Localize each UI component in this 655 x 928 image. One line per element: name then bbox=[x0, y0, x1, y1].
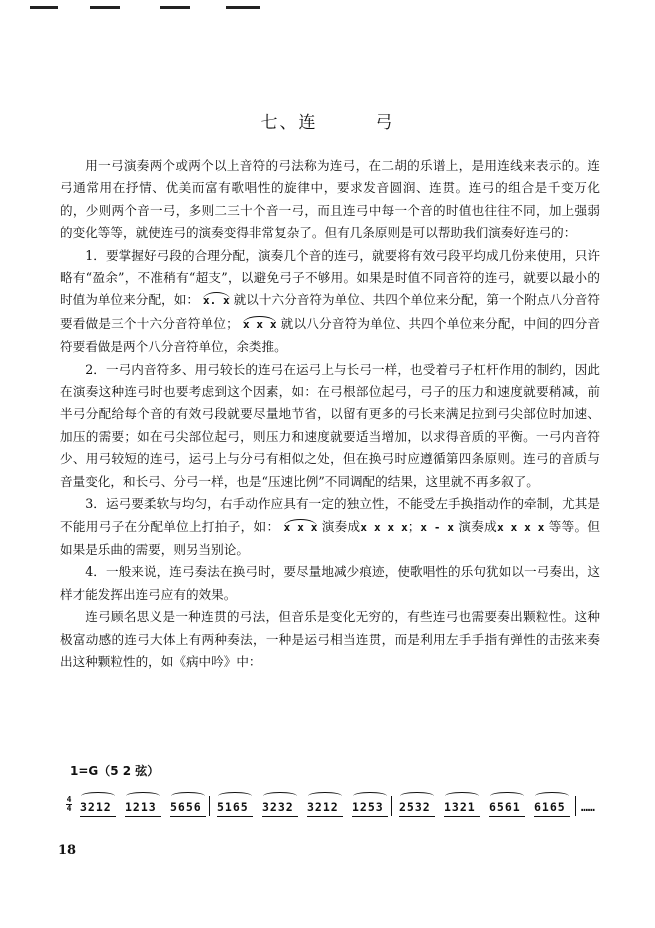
principle-3-text-d: 等等。但如果是乐曲的需要，则另当别论。 bbox=[60, 518, 600, 557]
note-group: 2532 bbox=[399, 800, 435, 814]
paragraph-principle-1 bbox=[60, 245, 600, 359]
time-signature-top: 4 bbox=[66, 795, 72, 804]
title-part-2: 弓 bbox=[375, 113, 395, 133]
time-signature-bottom: 4 bbox=[66, 804, 72, 813]
body-text bbox=[60, 155, 600, 673]
principle-3-text-a: 3．运弓要柔软与均匀，右手动作应具有一定的独立性，不能受左手换指动作的牵制，尤其是不能用弓子在分配单位上打拍子，如： bbox=[60, 496, 600, 534]
top-edge-marks bbox=[30, 6, 270, 12]
principle-3-text-b: 演奏成 bbox=[321, 518, 361, 534]
title-part-1: 七、连 bbox=[260, 113, 318, 133]
notation-example-5: x - x bbox=[420, 520, 455, 534]
principle-1-text-c: 就以八分音符为单位、共四个单位来分配，中间的四分音符要看做是两个八分音符单位，余类推。 bbox=[60, 315, 600, 355]
notation-example-4: x x x x bbox=[360, 520, 408, 534]
note-group: 1213 bbox=[125, 800, 161, 814]
time-signature bbox=[66, 796, 72, 813]
paragraph-granular: 连弓顾名思义是一种连贯的弓法，但音乐是变化无穷的，有些连弓也需要奏出颗粒性。这种极富动感的连弓大体上有两种奏法，一种是运弓相当连贯，而是利用左手手指有弹性的击弦来奏出这种颗粒性的，如《病中吟》中： bbox=[60, 609, 600, 669]
key-signature: 1=G（5 2 弦） bbox=[70, 764, 160, 778]
notation-example-2: x x x bbox=[242, 317, 277, 331]
note-group: 5656 bbox=[170, 800, 206, 814]
score-ellipsis: …… bbox=[581, 800, 595, 814]
note-group: 1321 bbox=[444, 800, 480, 814]
note-group: 3212 bbox=[307, 800, 343, 814]
bar-line bbox=[391, 796, 394, 816]
note-group: 5165 bbox=[217, 800, 253, 814]
paragraph-intro: 用一弓演奏两个或两个以上音符的弓法称为连弓，在二胡的乐谱上，是用连线来表示的。连弓通常用在抒情、优美而富有歌唱性的旋律中，要求发音圆润、连贯。连弓的组合是千变万化的，少则两个音一弓，多则二三十个音一弓，而且连弓中每一个音的时值也往往不同，加上强弱的变化等等，就使连弓的演奏变得非常复杂了。但有几条原则是可以帮助我们演奏好连弓的： bbox=[60, 158, 600, 241]
bar-line bbox=[575, 796, 576, 816]
music-score bbox=[66, 790, 595, 822]
notation-example-3: x x x bbox=[283, 520, 318, 534]
paragraph-principle-2: 2．一弓内音符多、用弓较长的连弓在运弓上与长弓一样，也受着弓子杠杆作用的制约，因此在演奏这种连弓时也要考虑到这个因素，如：在弓根部位起弓，弓子的压力和速度就要稍减，前半弓分配给每个音的有效弓段就要尽量地节省，以留有更多的弓长来满足拉到弓尖部位时加速、加压的需要；如在弓尖部位起弓，则压力和速度就要适当增加，以求得音质的平衡。一弓内音符少、用弓较短的连弓，运弓上与分弓有相似之处，但在换弓时应遵循第四条原则。连弓的音质与音量变化，和长弓、分弓一样，也是“压速比例”不同调配的结果，这里就不再多叙了。 bbox=[60, 361, 600, 489]
notation-example-1: x. x bbox=[203, 294, 230, 308]
note-group: 3212 bbox=[80, 800, 116, 814]
principle-3-text-c: 演奏成 bbox=[458, 518, 498, 534]
bar-line bbox=[209, 796, 210, 816]
note-group: 1253 bbox=[352, 800, 388, 814]
section-title bbox=[0, 108, 655, 133]
principle-1-text-a: 1．要掌握好弓段的合理分配，演奏几个音的连弓，就要将有效弓段平均成几份来使用，只许略有“盈余”，不准稍有“超支”，以避免弓子不够用。如果是时值不同音符的连弓，就要以最小的时值为单位来分配，如： bbox=[60, 247, 600, 308]
principle-1-text-b: 就以十六分音符为单位、共四个单位来分配，第一个附点八分音符要看做是三个十六分音符单位； bbox=[60, 292, 600, 331]
paragraph-principle-4: 4．一般来说，连弓奏法在换弓时，要尽量地减少痕迹，使歌唱性的乐句犹如以一弓奏出，这样才能发挥出连弓应有的效果。 bbox=[60, 564, 600, 602]
note-group: 6165 bbox=[534, 800, 570, 814]
page-number: 18 bbox=[58, 843, 77, 858]
notation-example-6: x x x x bbox=[497, 520, 545, 534]
paragraph-principle-3: 3．运弓要柔软与均匀，右手动作应具有一定的独立性，不能受左手换指动作的牵制，尤其是不能用弓子在分配单位上打拍子，如： x x x 演奏成x x x x；x - x 演奏成x x x x 等等。但如果是乐曲的需要，则另当别论。 bbox=[60, 496, 600, 557]
note-group: 3232 bbox=[262, 800, 298, 814]
note-group: 6561 bbox=[489, 800, 525, 814]
